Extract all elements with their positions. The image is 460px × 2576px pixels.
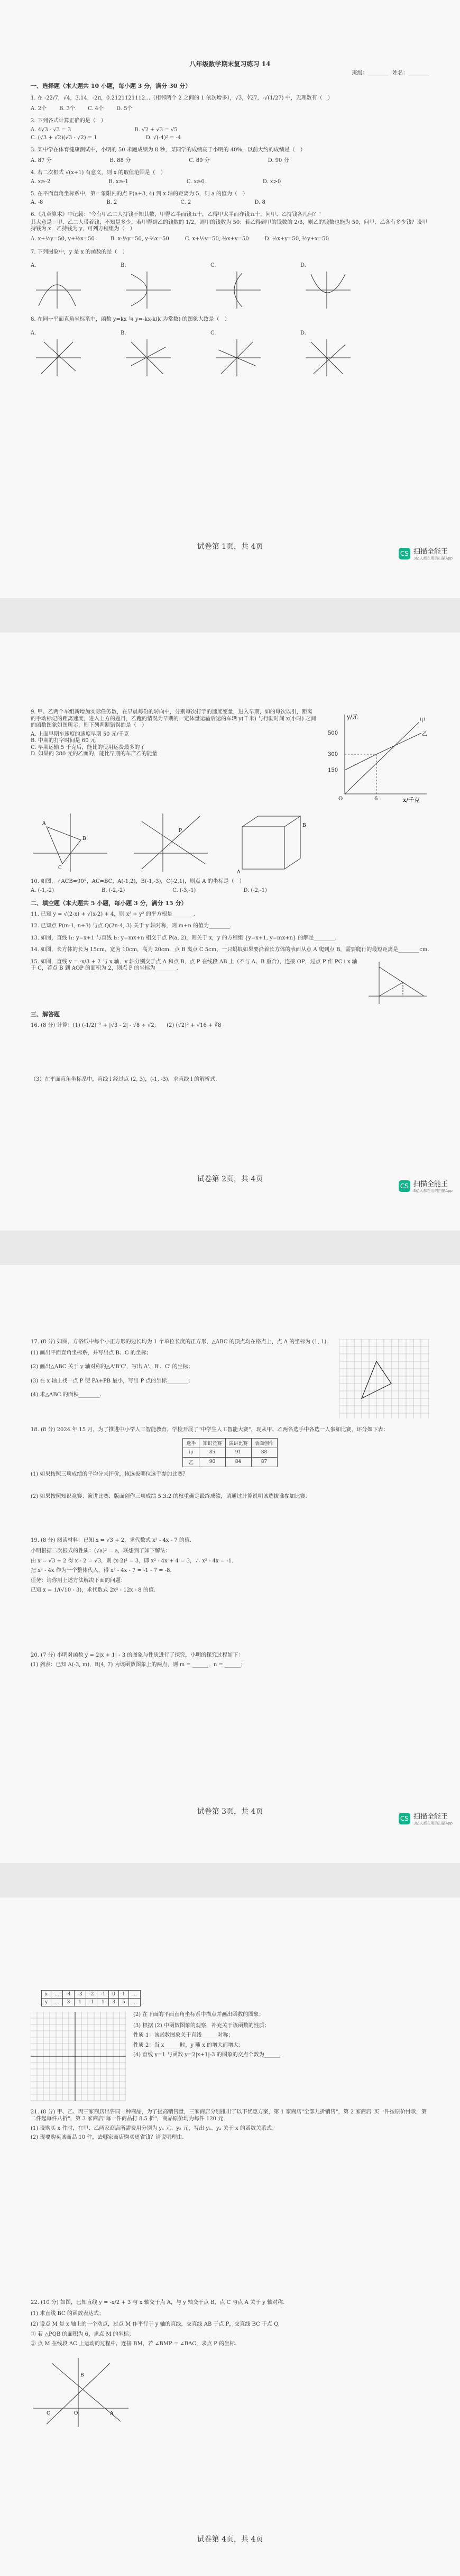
table-cell: 87 (251, 1457, 277, 1467)
q7-graph-d (300, 259, 353, 311)
q8-option-d: D. (300, 330, 306, 336)
q8-option-b: B. (121, 330, 126, 336)
table-cell: 0 (109, 1991, 119, 1999)
q20-part-4: (4) 直线 y=1 与函数 y=2|x+1|-3 的图象的交点个数为______. (133, 2052, 282, 2058)
q5-option-d: D. 8 (254, 200, 265, 205)
question-9: 9. 甲、乙两个车组新增加实际任务数，在早晨每份的转向中，分别每次打字的速度变量，进入早期，如的每次以引，距离的手动标记的距离速度，进入上方的题目，乙跑的情况为早期的一定体量运输后运的车辆 y(千米) 与行驶时间 x(小时) 之间的函数图象如图所示，则下列判断错误的是（ ） (31, 709, 316, 728)
q22-figure (31, 2355, 131, 2429)
question-6: 6.《九章算术》中记载："今有甲乙二人持钱不知其数，甲得乙半而钱五十，乙得甲太半而亦钱五十，问甲、乙持钱各几何？" (31, 212, 321, 218)
table-cell: … (51, 1999, 63, 2006)
q7-graph-c-figure (210, 269, 263, 311)
page-4-footer: 试卷第 4页，共 4页 (197, 2535, 263, 2544)
q22-part-2a: ① 若 △PQB 的面积为 6，求点 M 的坐标； (31, 2331, 134, 2337)
question-4: 4. 若二次根式 √(x+1) 有意义，则 x 的取值范围是（ ） (31, 170, 166, 176)
q4-option-d: D. x>0 (262, 178, 281, 185)
q10-label-a: A (42, 821, 46, 826)
page-3 (0, 1265, 460, 1863)
q8-graph-a-figure (31, 337, 84, 379)
question-5: 5. 在平面直角坐标系中，第一象限内的点 P(a+3, 4) 到 x 轴的距离为 5，则 a 的值为（ ） (31, 191, 248, 197)
table-cell: 1 (97, 1999, 109, 2006)
question-10: 10. 如图，∠ACB=90°，AC=BC，A(-1,2)，B(-1,-3)，C(-2,1)，则点 A 的坐标是（ ） (31, 879, 245, 884)
question-2: 2. 下列各式计算正确的是（ ） (31, 118, 106, 124)
q20-coordinate-grid (31, 2012, 126, 2102)
table-row (183, 1448, 277, 1457)
q1-option-c: C. 4个 (88, 106, 104, 112)
q9-option-a: A. 上面早期车速度的速度早期 50 元/千克 (31, 731, 130, 737)
question-21: 21. (8 分) 甲、乙、丙三家商店出售同一种商品，为了提高销售量，三家商店分别推出了以下优惠方案，第 1 家商店"全部九折销售"，第 2 家商店"买一件按原价付款，第二件起每件八折"，第 3 家商店"每一件商品打 8.5 折"，商品原价均为每件 120 元. (31, 2109, 427, 2122)
q2-option-a: A. 4√3 - √3 = 3 (31, 126, 71, 133)
question-13: 13. 如图，直线 l₁: y=x+1 与直线 l₂: y=mx+n 相交于点 P(a, 2)，则关于 x，y 的方程组 {y=x+1, y=mx+n} 的解是________. (31, 935, 337, 941)
scan-app-name: 扫描全能王 (413, 1180, 448, 1188)
q10-option-b: B. (-2,-2) (102, 887, 125, 893)
q14-figure (232, 811, 311, 874)
q8-graph-d-figure (300, 337, 353, 379)
question-11: 11. 已知 y = √(2-x) + √(x-2) + 4，则 x² + y² 的平方根是________. (31, 911, 195, 917)
table-cell: … (51, 1991, 63, 1999)
q6-option-c: C. x+½y=50, ⅔x+y=50 (185, 236, 249, 242)
table-cell: 85 (199, 1448, 225, 1457)
q18-header-speech: 演讲比赛 (225, 1438, 251, 1448)
q18-header-layout: 版面创作 (251, 1438, 277, 1448)
question-8: 8. 在同一平面直角坐标系中，函数 y=kx 与 y=-kx-k(k 为常数) 的图象大致是（ ） (31, 317, 230, 322)
q13-figure (131, 811, 210, 874)
scan-app-name: 扫描全能王 (413, 548, 448, 556)
question-16-part-3: （3）在平面直角坐标系中，直线 l 经过点 (2, 3)，(-1, -3)，求直线 l 的解析式. (31, 1077, 217, 1082)
q7-option-a: A. (31, 263, 36, 268)
q7-graph-b-figure (121, 269, 173, 311)
q3-option-a: A. 87 分 (31, 158, 52, 164)
q8-option-c: C. (210, 330, 216, 336)
q9-x-tick-6: 6 (374, 796, 378, 802)
q18-score-table (182, 1438, 277, 1467)
table-cell: -2 (86, 1991, 97, 1999)
q8-graph-c-figure (210, 337, 263, 379)
page-1 (0, 0, 460, 598)
question-7: 7. 下列图象中，y 是 x 的函数的是（ ） (31, 249, 128, 255)
table-cell: 88 (251, 1448, 277, 1457)
scan-app-tagline: 3亿人都在用的扫描App (413, 1189, 453, 1193)
scan-app-icon: CS (399, 1813, 410, 1824)
q20-property-1: 性质 1：该函数图象关于直线______对称； (133, 2032, 234, 2038)
question-6-note: 其大意是：甲、乙二人带着钱，不知是多少，若甲得到乙的钱数的 1/2，则甲的钱数为 50；若乙得到甲的钱数的 2/3，则乙的钱数也能为 50，问甲、乙各有多少钱？设甲持钱为 x，乙持钱为 y，可列方程组为（ ） (31, 219, 428, 232)
table-cell: 91 (225, 1448, 251, 1457)
q6-option-a: A. x+½y=50, y+⅔x=50 (31, 236, 95, 242)
table-cell: y (42, 1999, 51, 2006)
q7-graph-a-figure (31, 269, 84, 311)
table-cell: … (128, 1999, 140, 2006)
table-cell: -4 (63, 1991, 75, 1999)
question-19: 19. (8 分) 阅读材料：已知 x = √3 + 2，求代数式 x² - 4x - 7 的值. (31, 1537, 192, 1543)
question-1: 1. 在 -22/7，√4，3.14，-2π，0.2121121112…（相邻两个 2 之间的 1 依次增多），√3，∛27，-√(1/27) 中，无理数有（ ） (31, 95, 333, 101)
table-cell: 1 (74, 1999, 86, 2006)
q9-chart (324, 709, 429, 805)
question-14: 14. 如图，长方体的长为 15cm，宽为 10cm，高为 20cm，点 B 离点 C 5cm，一只蚂蚁如果要沿着长方体的表面从点 A 爬到点 B，需要爬行的最短距离是________cm. (31, 947, 429, 953)
q20-part-3: (3) 根据 (2) 中函数图象的观察，补充关于该函数的性质： (133, 2022, 270, 2029)
q22-part-1: (1) 求直线 BC 的函数表达式； (31, 2310, 104, 2317)
table-row (42, 1999, 141, 2006)
q4-option-a: A. x≥-2 (31, 178, 51, 185)
scan-app-logo (399, 546, 453, 561)
q9-y-tick-500: 500 (328, 730, 338, 736)
q9-option-c: C. 早期运输 5 千克后，能比的使用运费最多的了 (31, 744, 145, 751)
question-15: 15. 如图，直线 y = -x/3 + 2 与 x 轴，y 轴分别交于点 A 和点 B，点 P 在线段 AB 上（不与 A、B 重合），连接 OP，过点 P 作 PC⊥x 轴于 C，若点 B 到 AOP 的面积为 2，则点 P 的坐标为________. (31, 959, 357, 971)
q17-grid (339, 1339, 429, 1418)
scan-app-logo (399, 1811, 453, 1826)
page-2 (0, 632, 460, 1231)
q21-part-1: (1) 设购买 x 件时，在甲、乙两家商店所需费用分别为 y₁ 元、y₂ 元，写出 y₁、y₂ 关于 x 的函数关系式； (31, 2126, 277, 2131)
q8-graph-b (121, 327, 173, 379)
question-18: 18. (8 分) 2024 年 15 月，为了推进中小学人工智能教育，学校开展了"中学生人工智能大赛"，现从甲、乙两名选手中各选一人参加比赛，评分如下表： (31, 1427, 389, 1433)
q13-label-p: P (179, 828, 182, 834)
scan-app-icon: CS (399, 548, 410, 559)
q18-part-1: (1) 如果按照三项成绩的平均分来评价，该选拔哪位选手参加比赛？ (31, 1471, 188, 1477)
q7-graph-a (31, 259, 84, 311)
q22-label-c: C (47, 2410, 50, 2416)
q10-label-c: C (58, 865, 62, 871)
q2-option-d: D. √(-4)² = -4 (145, 134, 181, 141)
q20-value-table (41, 1990, 141, 2006)
table-cell: 乙 (183, 1457, 199, 1467)
q3-option-d: D. 90 分 (268, 158, 289, 164)
q8-graph-d (300, 327, 353, 379)
scan-app-tagline: 3亿人都在用的扫描App (413, 556, 453, 561)
q10-option-c: C. (-3,-1) (172, 887, 196, 893)
q5-option-a: A. -8 (31, 200, 43, 205)
q9-option-b: B. 中期的打字时间是 60 元 (31, 738, 96, 744)
q6-option-b: B. x-½y=50, y-⅔x=50 (110, 236, 169, 242)
q17-part-1: (1) 画出平面直角坐标系，并写出点 B、C 的坐标； (31, 1350, 152, 1356)
q14-label-a: A (237, 870, 241, 874)
q2-option-b: B. √2 + √3 = √5 (134, 126, 178, 133)
q9-option-d: D. 如果的 280 元的乙面的，能比早期的车产乙的能量 (31, 751, 158, 757)
q9-origin: O (338, 796, 343, 802)
q6-option-d: D. ½x+y=50, ⅔y+x=50 (264, 236, 329, 242)
q5-option-b: B. 2 (106, 200, 117, 205)
question-22: 22. (10 分) 如图，已知直线 y = -x/2 + 3 与 x 轴交于点 A，与 y 轴交于点 B，点 C 与点 A 关于 y 轴对称. (31, 2300, 285, 2306)
page-4 (0, 1897, 460, 2576)
q3-option-c: C. 89 分 (189, 158, 210, 164)
q22-label-a: A (110, 2410, 114, 2416)
table-cell: 90 (199, 1457, 225, 1467)
q9-series-jia: 甲 (420, 718, 425, 724)
q10-figure (31, 811, 110, 874)
table-cell: 甲 (183, 1448, 199, 1457)
q2-option-c: C. (√3 + √2)(√3 - √2) = 1 (31, 134, 97, 141)
question-20: 20. (7 分) 小明对函数 y = 2|x + 1| - 3 的图象与性质进行了探究，小明的探究过程如下： (31, 1652, 244, 1658)
question-16: 16. (8 分) 计算：(1) (-1/2)⁻² + |√3 - 2| - √8 ÷ √2; (2) (√2)² + √16 + ∛8 (31, 1022, 222, 1028)
table-cell: -1 (86, 1999, 97, 2006)
q21-part-2: (2) 现要购买该商品 10 件，去哪家商店购买更省钱？请说明理由. (31, 2134, 184, 2140)
q4-option-c: C. x≥0 (186, 178, 205, 185)
table-row (42, 1991, 141, 1999)
q1-option-b: B. 3个 (59, 106, 76, 112)
q17-part-3: (3) 在 x 轴上找一点 P 使 PA+PB 最小，写出 P 点的坐标________； (31, 1378, 194, 1384)
q7-option-d: D. (300, 263, 306, 268)
table-cell: -1 (97, 1991, 109, 1999)
section-1-heading: 一、选择题（本大题共 10 小题，每小题 3 分，满分 30 分） (31, 82, 191, 89)
page-2-footer: 试卷第 2页，共 4页 (197, 1175, 263, 1183)
q1-option-a: A. 2个 (31, 106, 47, 112)
page-1-footer: 试卷第 1页，共 4页 (197, 543, 263, 551)
q7-option-b: B. (121, 263, 126, 268)
table-cell: … (128, 1991, 140, 1999)
header-fields: 班级：________ 姓名：________ (352, 70, 429, 76)
q9-line-jia (345, 722, 419, 794)
section-2-heading: 二、填空题（本大题共 5 小题，每小题 3 分，满分 15 分） (31, 899, 187, 907)
q20-part-1: (1) 列表：已知 A(-3, m)，B(4, 7) 为该函数图象上的两点，则 m = ______，n = ______； (31, 1662, 246, 1668)
table-cell: x (42, 1991, 51, 1999)
q15-figure (366, 959, 429, 1007)
q20-part-2: (2) 在下面的平面直角坐标系中描点并画出函数的图象； (133, 2012, 264, 2018)
q19-body-3: 把 x² - 4x 作为一个整体代入，得 x² - 4x - 7 = -1 - 7 = -8. (31, 1568, 172, 1574)
q7-option-c: C. (210, 263, 216, 268)
question-12: 12. 已知点 P(m-1, n+3) 与点 Q(2n-4, 3) 关于 y 轴对称，则 m+n 的值为________. (31, 923, 232, 929)
scan-app-logo (399, 1178, 453, 1194)
table-cell: 1 (118, 1991, 128, 1999)
q1-option-d: D. 5个 (116, 106, 133, 112)
exam-title: 八年级数学期末复习练习 14 (189, 60, 271, 68)
q7-graph-c (210, 259, 263, 311)
q9-y-label: y/元 (347, 713, 358, 720)
q10-option-d: D. (-2,-1) (243, 887, 267, 893)
q19-body-1: 小明根据二次根式的性质：(√a)² = a，联想到了如下解法： (31, 1548, 171, 1554)
q9-x-label: x/千克 (403, 797, 420, 803)
question-3: 3. 某中学在体育健康测试中，小明的 50 米跑成绩为 8 秒，某同学的成绩高于小明的 40%，以前大约的成绩是（ ） (31, 147, 306, 153)
scan-app-name: 扫描全能王 (413, 1813, 448, 1821)
q7-graph-d-figure (300, 269, 353, 311)
table-cell: -3 (74, 1991, 86, 1999)
q4-option-b: B. x≥-1 (108, 178, 128, 185)
table-cell: 5 (118, 1999, 128, 2006)
q7-graph-b (121, 259, 173, 311)
q17-part-4: (4) 求△ABC 的面积________. (31, 1392, 102, 1398)
q10-option-a: A. (-1,-2) (31, 887, 54, 893)
section-3-heading: 三、解答题 (31, 1010, 60, 1018)
q17-part-2: (2) 画出△ABC 关于 y 轴对称的△A'B'C'，写出 A'、B'、C' 的坐标； (31, 1364, 194, 1370)
table-cell: 3 (109, 1999, 119, 2006)
table-row (183, 1457, 277, 1467)
table-cell: 84 (225, 1457, 251, 1467)
q14-label-b: B (302, 823, 306, 828)
q19-body-4: 任务：请你用上述方法解决下面的问题： (31, 1577, 126, 1584)
q9-line-yi (345, 733, 421, 770)
table-cell: 3 (63, 1999, 75, 2006)
q18-part-2: (2) 如果按照知识竞赛、演讲比赛、版面创作三项成绩 5:3:2 的权重确定最终成绩，请通过计算说明该选拔谁参加比赛. (31, 1494, 307, 1499)
q22-label-o: O (74, 2410, 78, 2416)
q19-body-5: 已知 x = 1/(√10 - 3)，求代数式 2x² - 12x - 8 的值. (31, 1587, 156, 1593)
q8-graph-a (31, 327, 84, 379)
q10-label-b: B (82, 836, 86, 842)
q3-option-b: B. 88 分 (109, 158, 131, 164)
q20-property-2: 性质 2：当 x______时，y 随 x 的增大而增大； (133, 2042, 244, 2048)
q8-option-a: A. (31, 330, 36, 336)
q22-label-b: B (80, 2372, 84, 2378)
q8-graph-b-figure (121, 337, 173, 379)
q18-header-knowledge: 知识竞赛 (199, 1438, 225, 1448)
q18-header-player: 选手 (183, 1438, 199, 1448)
q5-option-c: C. 2 (180, 200, 191, 205)
scan-app-tagline: 3亿人都在用的扫描App (413, 1821, 453, 1825)
question-17: 17. (8 分) 如图，方格纸中每个小正方形的边长均为 1 个单位长度的正方形，△ABC 的顶点均在格点上，点 A 的坐标为 (1, 1). (31, 1339, 328, 1345)
q19-body-2: 由 x = √3 + 2 得 x - 2 = √3，则 (x-2)² = 3，即 x² - 4x + 4 = 3，∴ x² - 4x = -1. (31, 1558, 234, 1564)
q22-part-2: (2) 设点 M 是 x 轴上的一个动点，过点 M 作平行于 y 轴的直线，交直线 AB 于点 P，交直线 BC 于点 Q. (31, 2321, 280, 2327)
q22-part-2b: ② 点 M 在线段 AC 上运动的过程中，连接 BM，若 ∠BMP = ∠BAC，求点 P 的坐标. (31, 2341, 237, 2347)
q9-y-tick-150: 150 (328, 767, 338, 773)
q8-graph-c (210, 327, 263, 379)
scan-app-icon: CS (399, 1180, 410, 1192)
page-3-footer: 试卷第 3页，共 4页 (197, 1807, 263, 1816)
q9-y-tick-300: 300 (328, 752, 338, 757)
q9-series-yi: 乙 (422, 731, 427, 737)
